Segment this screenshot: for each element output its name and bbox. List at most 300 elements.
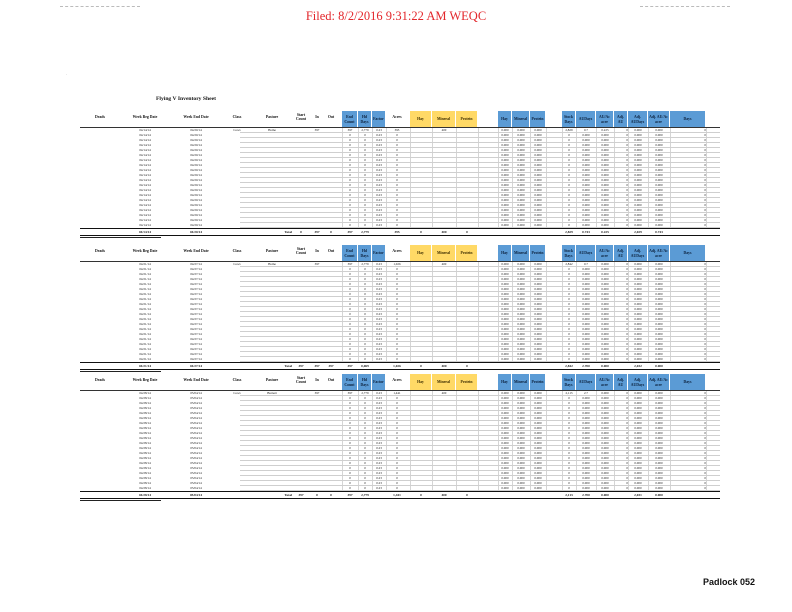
week-end-cell: 04/20/14 xyxy=(189,230,203,234)
adj-audays-cell: 0.000 xyxy=(634,357,642,361)
week-beg-cell: 04/28/14 xyxy=(139,476,151,480)
week-end-cell: 04/27/14 xyxy=(190,347,202,351)
adj-audays-cell: 0.000 xyxy=(634,322,642,326)
adj-audays-cell: 0.000 xyxy=(634,436,642,440)
week-end-cell: 05/04/14 xyxy=(190,431,202,435)
adj-audays-cell: 0.000 xyxy=(634,153,642,157)
au-ac-cell: 0.000 xyxy=(601,218,609,222)
au-ac-cell: 0.000 xyxy=(601,168,609,172)
acres-cell: 0 xyxy=(396,158,398,162)
adj-au-cell: 0 xyxy=(626,133,628,137)
adj-audays-cell: 0.000 xyxy=(634,148,642,152)
days-cell: 0 xyxy=(704,486,706,490)
protein-calc-cell: 0.000 xyxy=(534,416,542,420)
week-beg-cell: 04/21/14 xyxy=(139,337,151,341)
week-end-cell: 04/20/14 xyxy=(190,128,202,132)
adj-audays-total: 2,031 xyxy=(634,493,642,497)
factor-cell: 0.23 xyxy=(376,337,382,341)
week-beg-cell: 04/21/14 xyxy=(139,317,151,321)
class-cell: Cows xyxy=(233,128,241,132)
adj-au-ac-cell: 0.000 xyxy=(655,138,663,142)
week-end-cell: 04/27/14 xyxy=(190,297,202,301)
factor-cell: 0.23 xyxy=(376,133,382,137)
au-days-cell: 0.000 xyxy=(582,342,590,346)
end-count-cell: 0 xyxy=(349,476,351,480)
end-count-cell: 0 xyxy=(349,193,351,197)
hd-days-cell: 0 xyxy=(364,461,366,465)
hd-days-cell: 0 xyxy=(364,426,366,430)
stock-days-cell: 0 xyxy=(568,208,570,212)
stock-days-cell: 0 xyxy=(568,198,570,202)
adj-audays-cell: 0.000 xyxy=(634,476,642,480)
au-ac-cell: 0.000 xyxy=(601,426,609,430)
days-cell: 0 xyxy=(704,138,706,142)
end-count-cell: 0 xyxy=(349,312,351,316)
adj-au-ac-cell: 0.000 xyxy=(655,183,663,187)
au-ac-cell: 0.000 xyxy=(601,183,609,187)
days-cell: 0 xyxy=(704,416,706,420)
week-beg-cell: 04/14/14 xyxy=(139,168,151,172)
stock-days-cell: 0 xyxy=(568,178,570,182)
days-cell: 0 xyxy=(704,471,706,475)
au-ac-cell: 0.000 xyxy=(601,223,609,227)
week-end-cell: 04/27/14 xyxy=(190,287,202,291)
mineral-calc-cell: 0.000 xyxy=(517,218,525,222)
mineral-calc-cell: 0.000 xyxy=(517,262,525,266)
column-header-start-count: Start Count xyxy=(295,246,307,255)
stock-days-cell: 0 xyxy=(568,421,570,425)
column-header-start-count: Start Count xyxy=(295,112,307,121)
acres-cell: 1,441 xyxy=(393,391,401,395)
week-end-cell: 05/04/14 xyxy=(190,471,202,475)
mineral-calc-cell: 0.000 xyxy=(517,486,525,490)
stock-days-cell: 2,829 xyxy=(565,128,573,132)
column-header-mineral: Mineral xyxy=(432,245,456,262)
acres-cell: 0 xyxy=(396,133,398,137)
au-ac-cell: 0.000 xyxy=(601,322,609,326)
stock-days-total: 2,829 xyxy=(565,230,573,234)
hd-days-cell: 0 xyxy=(364,297,366,301)
days-cell: 0 xyxy=(704,481,706,485)
days-cell: 0 xyxy=(704,342,706,346)
adj-au-cell: 0 xyxy=(626,188,628,192)
column-header-deads: Deads xyxy=(95,377,105,382)
au-ac-cell: 0.000 xyxy=(601,357,609,361)
protein-calc-cell: 0.000 xyxy=(534,223,542,227)
adj-au-cell: 0 xyxy=(626,297,628,301)
hd-days-cell: 0 xyxy=(364,198,366,202)
week-beg-cell: 04/14/14 xyxy=(139,133,151,137)
end-count-cell: 0 xyxy=(349,401,351,405)
hay-total: 0 xyxy=(420,230,422,234)
adj-au-cell: 0 xyxy=(626,178,628,182)
hay-calc-cell: 0.000 xyxy=(501,471,509,475)
adj-audays-cell: 0.000 xyxy=(634,208,642,212)
au-ac-cell: 0.000 xyxy=(601,332,609,336)
week-beg-cell: 04/21/14 xyxy=(139,352,151,356)
au-days-cell: 0.000 xyxy=(582,188,590,192)
column-header-adj-audays: Adj. AUDays xyxy=(628,111,648,128)
hd-days-cell: 0 xyxy=(364,302,366,306)
adj-au-ac-cell: 0.000 xyxy=(655,292,663,296)
mineral-calc-cell: 0.000 xyxy=(517,461,525,465)
acres-cell: 0 xyxy=(396,213,398,217)
au-ac-cell: 0.000 xyxy=(601,406,609,410)
end-count-cell: 0 xyxy=(349,327,351,331)
week-beg-cell: 04/28/14 xyxy=(139,436,151,440)
adj-audays-cell: 0.000 xyxy=(634,461,642,465)
stock-days-cell: 0 xyxy=(568,317,570,321)
column-header-au-ac: AU/Ac acre xyxy=(596,111,614,128)
days-cell: 0 xyxy=(704,406,706,410)
deads-rule xyxy=(80,237,161,238)
filed-stamp: Filed: 8/2/2016 9:31:22 AM WEQC xyxy=(305,9,487,23)
adj-audays-cell: 0.000 xyxy=(634,198,642,202)
hd-days-cell: 0 xyxy=(364,446,366,450)
week-end-cell: 05/04/14 xyxy=(190,416,202,420)
week-beg-cell: 04/14/14 xyxy=(139,223,151,227)
column-header-in: In xyxy=(315,248,319,253)
protein-calc-cell: 0.000 xyxy=(534,322,542,326)
end-count-cell: 0 xyxy=(349,178,351,182)
adj-audays-cell: 0.000 xyxy=(634,302,642,306)
au-ac-cell: 0.000 xyxy=(601,198,609,202)
week-beg-cell: 04/28/14 xyxy=(139,401,151,405)
au-days-cell: 0.000 xyxy=(582,168,590,172)
adj-au-ac-cell: 0.000 xyxy=(655,287,663,291)
au-ac-cell: 0.000 xyxy=(601,401,609,405)
week-end-cell: 05/04/14 xyxy=(190,436,202,440)
column-header-out: Out xyxy=(327,377,335,382)
stock-days-cell: 0 xyxy=(568,302,570,306)
mineral-calc-cell: 0.000 xyxy=(517,332,525,336)
acres-cell: 395 xyxy=(394,128,400,132)
stock-days-cell: 0 xyxy=(568,168,570,172)
protein-calc-cell: 0.000 xyxy=(534,148,542,152)
mineral-calc-cell: 0.000 xyxy=(517,292,525,296)
au-ac-cell: 0.000 xyxy=(601,213,609,217)
week-end-cell: 05/04/14 xyxy=(190,426,202,430)
column-header-hay2: Hay xyxy=(498,374,512,391)
factor-cell: 0.23 xyxy=(376,272,382,276)
acres-cell: 0 xyxy=(396,178,398,182)
protein-calc-cell: 0.000 xyxy=(534,193,542,197)
hay-calc-cell: 0.000 xyxy=(501,188,509,192)
hd-days-cell: 0 xyxy=(364,322,366,326)
week-end-cell: 05/04/14 xyxy=(190,446,202,450)
week-end-cell: 04/27/14 xyxy=(190,277,202,281)
hay-calc-cell: 0.000 xyxy=(501,148,509,152)
acres-cell: 0 xyxy=(396,198,398,202)
end-count-cell: 0 xyxy=(349,198,351,202)
mineral-calc-cell: 0.000 xyxy=(517,158,525,162)
adj-au-cell: 0 xyxy=(626,431,628,435)
acres-cell: 0 xyxy=(396,143,398,147)
au-days-cell: 0.000 xyxy=(582,411,590,415)
days-cell: 0 xyxy=(704,173,706,177)
adj-audays-cell: 0.000 xyxy=(634,143,642,147)
au-days-cell: 0.000 xyxy=(582,317,590,321)
mineral-calc-cell: 0.000 xyxy=(517,297,525,301)
hay-calc-cell: 0.000 xyxy=(501,168,509,172)
hay-total: 0 xyxy=(420,364,422,368)
factor-cell: 0.23 xyxy=(376,198,382,202)
adj-au-cell: 0 xyxy=(626,203,628,207)
protein-calc-cell: 0.000 xyxy=(534,188,542,192)
protein-calc-cell: 0.000 xyxy=(534,451,542,455)
end-count-cell: 0 xyxy=(349,396,351,400)
acres-cell: 0 xyxy=(396,148,398,152)
days-cell: 0 xyxy=(704,168,706,172)
au-days-cell: 0.000 xyxy=(582,218,590,222)
column-header-out: Out xyxy=(327,114,335,119)
adj-au-ac-cell: 0.000 xyxy=(655,282,663,286)
adj-audays-cell: 0.000 xyxy=(634,292,642,296)
days-cell: 0 xyxy=(704,153,706,157)
week-beg-cell: 04/21/14 xyxy=(139,307,151,311)
factor-cell: 0.23 xyxy=(376,357,382,361)
factor-cell: 0.23 xyxy=(376,287,382,291)
factor-cell: 0.23 xyxy=(376,218,382,222)
factor-cell: 0.23 xyxy=(376,183,382,187)
column-header-hay: Hay xyxy=(410,245,432,262)
week-beg-cell: 04/21/14 xyxy=(139,347,151,351)
au-days-cell: 0.000 xyxy=(582,193,590,197)
stock-days-cell: 0 xyxy=(568,476,570,480)
hd-days-cell: 0 xyxy=(364,342,366,346)
adj-au-cell: 0 xyxy=(626,213,628,217)
factor-cell: 0.23 xyxy=(376,451,382,455)
end-count-cell: 0 xyxy=(349,188,351,192)
au-ac-cell: 0.000 xyxy=(601,178,609,182)
au-days-cell: 0.000 xyxy=(582,421,590,425)
mineral-calc-cell: 0.000 xyxy=(517,153,525,157)
hd-days-cell: 0 xyxy=(364,436,366,440)
end-count-cell: 0 xyxy=(349,223,351,227)
protein-calc-cell: 0.000 xyxy=(534,198,542,202)
hd-days-cell: 0 xyxy=(364,272,366,276)
adj-au-cell: 0 xyxy=(626,307,628,311)
column-header-class: Class xyxy=(232,248,242,253)
adj-au-cell: 0 xyxy=(626,163,628,167)
factor-cell: 0.23 xyxy=(376,223,382,227)
adj-au-ac-total: 0.743 xyxy=(655,230,663,234)
acres-cell: 0 xyxy=(396,272,398,276)
adj-au-ac-cell: 0.000 xyxy=(655,357,663,361)
au-days-cell: 0.000 xyxy=(582,476,590,480)
hay-calc-cell: 0.000 xyxy=(501,183,509,187)
column-header-factor: Factor xyxy=(372,374,386,391)
stock-days-cell: 0 xyxy=(568,322,570,326)
hd-days-cell: 0 xyxy=(364,143,366,147)
au-days-cell: 0.000 xyxy=(582,138,590,142)
adj-au-ac-cell: 0.000 xyxy=(655,262,663,266)
protein-calc-cell: 0.000 xyxy=(534,391,542,395)
stock-days-cell: 0 xyxy=(568,352,570,356)
week-end-cell: 04/27/14 xyxy=(190,307,202,311)
protein-calc-cell: 0.000 xyxy=(534,337,542,341)
adj-audays-cell: 0.000 xyxy=(634,277,642,281)
factor-cell: 0.23 xyxy=(376,416,382,420)
hay-calc-cell: 0.000 xyxy=(501,322,509,326)
hay-calc-cell: 0.000 xyxy=(501,203,509,207)
adj-au-ac-cell: 0.000 xyxy=(655,401,663,405)
hd-days-total: 2,779 xyxy=(361,493,369,497)
stock-days-cell: 0 xyxy=(568,471,570,475)
stock-days-cell: 0 xyxy=(568,347,570,351)
end-count-cell: 0 xyxy=(349,302,351,306)
mineral-calc-cell: 0.000 xyxy=(517,317,525,321)
au-ac-cell: 0.000 xyxy=(601,476,609,480)
column-header-protein: Protein xyxy=(456,245,478,262)
hay-calc-cell: 0.000 xyxy=(501,302,509,306)
hay-calc-cell: 0.000 xyxy=(501,486,509,490)
factor-cell: 0.23 xyxy=(376,153,382,157)
adj-au-cell: 0 xyxy=(626,173,628,177)
stock-days-cell: 0 xyxy=(568,451,570,455)
days-cell: 0 xyxy=(704,143,706,147)
in-total: 397 xyxy=(314,364,320,368)
au-ac-cell: 0.000 xyxy=(601,287,609,291)
days-cell: 0 xyxy=(704,128,706,132)
week-beg-cell: 04/28/14 xyxy=(139,486,151,490)
week-end-cell: 04/20/14 xyxy=(190,148,202,152)
acres-cell: 0 xyxy=(396,451,398,455)
hay-calc-cell: 0.000 xyxy=(501,416,509,420)
adj-au-cell: 0 xyxy=(626,332,628,336)
adj-au-cell: 0 xyxy=(626,466,628,470)
hd-days-cell: 0 xyxy=(364,421,366,425)
au-ac-cell: 0.000 xyxy=(601,337,609,341)
week-beg-cell: 04/21/14 xyxy=(139,297,151,301)
adj-au-cell: 0 xyxy=(626,401,628,405)
mineral-calc-cell: 0.000 xyxy=(517,272,525,276)
protein-calc-cell: 0.000 xyxy=(534,213,542,217)
au-days-cell: 0.000 xyxy=(582,406,590,410)
hd-days-cell: 0 xyxy=(364,481,366,485)
hd-days-cell: 0 xyxy=(364,148,366,152)
days-cell: 0 xyxy=(704,262,706,266)
week-beg-cell: 04/28/14 xyxy=(139,406,151,410)
au-days-cell: 0.000 xyxy=(582,312,590,316)
au-days-cell: 0.000 xyxy=(582,461,590,465)
week-beg-cell: 04/14/14 xyxy=(139,148,151,152)
adj-au-cell: 0 xyxy=(626,436,628,440)
week-end-cell: 04/27/14 xyxy=(190,357,202,361)
au-ac-cell: 0.000 xyxy=(601,471,609,475)
days-cell: 0 xyxy=(704,396,706,400)
hay-calc-cell: 0.000 xyxy=(501,396,509,400)
factor-cell: 0.23 xyxy=(376,302,382,306)
protein-calc-cell: 0.000 xyxy=(534,208,542,212)
adj-au-ac-cell: 0.000 xyxy=(655,193,663,197)
acres-cell: 0 xyxy=(396,163,398,167)
acres-cell: 0 xyxy=(396,406,398,410)
au-ac-cell: 0.000 xyxy=(601,133,609,137)
adj-audays-cell: 0.000 xyxy=(634,401,642,405)
stock-days-cell: 0 xyxy=(568,461,570,465)
mineral-calc-cell: 0.000 xyxy=(517,128,525,132)
hay-calc-cell: 0.000 xyxy=(501,208,509,212)
factor-cell: 0.23 xyxy=(376,426,382,430)
protein-calc-cell: 0.000 xyxy=(534,332,542,336)
adj-au-ac-cell: 0.000 xyxy=(655,322,663,326)
hd-days-cell: 0 xyxy=(364,158,366,162)
adj-au-ac-cell: 0.000 xyxy=(655,396,663,400)
column-header-au-days: AUDays xyxy=(576,245,596,262)
adj-au-ac-cell: 0.000 xyxy=(655,203,663,207)
total-row xyxy=(80,491,720,499)
protein-calc-cell: 0.000 xyxy=(534,282,542,286)
adj-audays-cell: 0.000 xyxy=(634,128,642,132)
end-count-cell: 0 xyxy=(349,436,351,440)
acres-cell: 0 xyxy=(396,277,398,281)
hd-days-cell: 0 xyxy=(364,406,366,410)
hay-calc-cell: 0.000 xyxy=(501,213,509,217)
acres-cell: 0 xyxy=(396,421,398,425)
factor-cell: 0.23 xyxy=(376,168,382,172)
week-beg-cell: 04/28/14 xyxy=(139,431,151,435)
week-end-cell: 04/20/14 xyxy=(190,153,202,157)
adj-au-cell: 0 xyxy=(626,421,628,425)
days-cell: 0 xyxy=(704,317,706,321)
acres-cell: 0 xyxy=(396,486,398,490)
acres-cell: 0 xyxy=(396,322,398,326)
week-end-cell: 04/20/14 xyxy=(190,143,202,147)
stock-days-cell: 0 xyxy=(568,406,570,410)
adj-audays-cell: 0.000 xyxy=(634,193,642,197)
end-count-cell: 0 xyxy=(349,466,351,470)
end-count-cell: 0 xyxy=(349,148,351,152)
adj-au-cell: 0 xyxy=(626,461,628,465)
week-end-cell: 04/20/14 xyxy=(190,188,202,192)
adj-au-ac-cell: 0.000 xyxy=(655,208,663,212)
days-cell: 0 xyxy=(704,347,706,351)
stock-days-cell: 0 xyxy=(568,486,570,490)
adj-au-ac-cell: 0.000 xyxy=(655,277,663,281)
adj-audays-cell: 0.000 xyxy=(634,178,642,182)
days-cell: 0 xyxy=(704,327,706,331)
acres-total: 1,441 xyxy=(393,493,401,497)
adj-au-ac-cell: 0.000 xyxy=(655,416,663,420)
au-ac-cell: 0.000 xyxy=(601,312,609,316)
week-beg-cell: 04/14/14 xyxy=(139,188,151,192)
week-beg-cell: 04/28/14 xyxy=(139,391,151,395)
protein-calc-cell: 0.000 xyxy=(534,128,542,132)
stock-days-cell: 0 xyxy=(568,203,570,207)
adj-au-cell: 0 xyxy=(626,262,628,266)
protein-calc-cell: 0.000 xyxy=(534,352,542,356)
au-days-cell: 0.000 xyxy=(582,347,590,351)
hd-days-cell: 2,779 xyxy=(361,391,369,395)
protein-calc-cell: 0.000 xyxy=(534,143,542,147)
au-ac-cell: 0.000 xyxy=(601,173,609,177)
adj-au-cell: 0 xyxy=(626,347,628,351)
hay-calc-cell: 0.000 xyxy=(501,456,509,460)
au-days-cell: 0.000 xyxy=(582,158,590,162)
factor-cell: 0.23 xyxy=(376,431,382,435)
hay-calc-cell: 0.000 xyxy=(501,153,509,157)
adj-au-ac-cell: 0.000 xyxy=(655,476,663,480)
mineral-calc-cell: 0.000 xyxy=(517,446,525,450)
au-ac-cell: 0.000 xyxy=(601,416,609,420)
days-cell: 0 xyxy=(704,133,706,137)
hay-calc-cell: 0.000 xyxy=(501,138,509,142)
column-header-in: In xyxy=(315,377,319,382)
hd-days-cell: 0 xyxy=(364,307,366,311)
stock-days-cell: 0 xyxy=(568,272,570,276)
adj-au-cell: 0 xyxy=(626,148,628,152)
